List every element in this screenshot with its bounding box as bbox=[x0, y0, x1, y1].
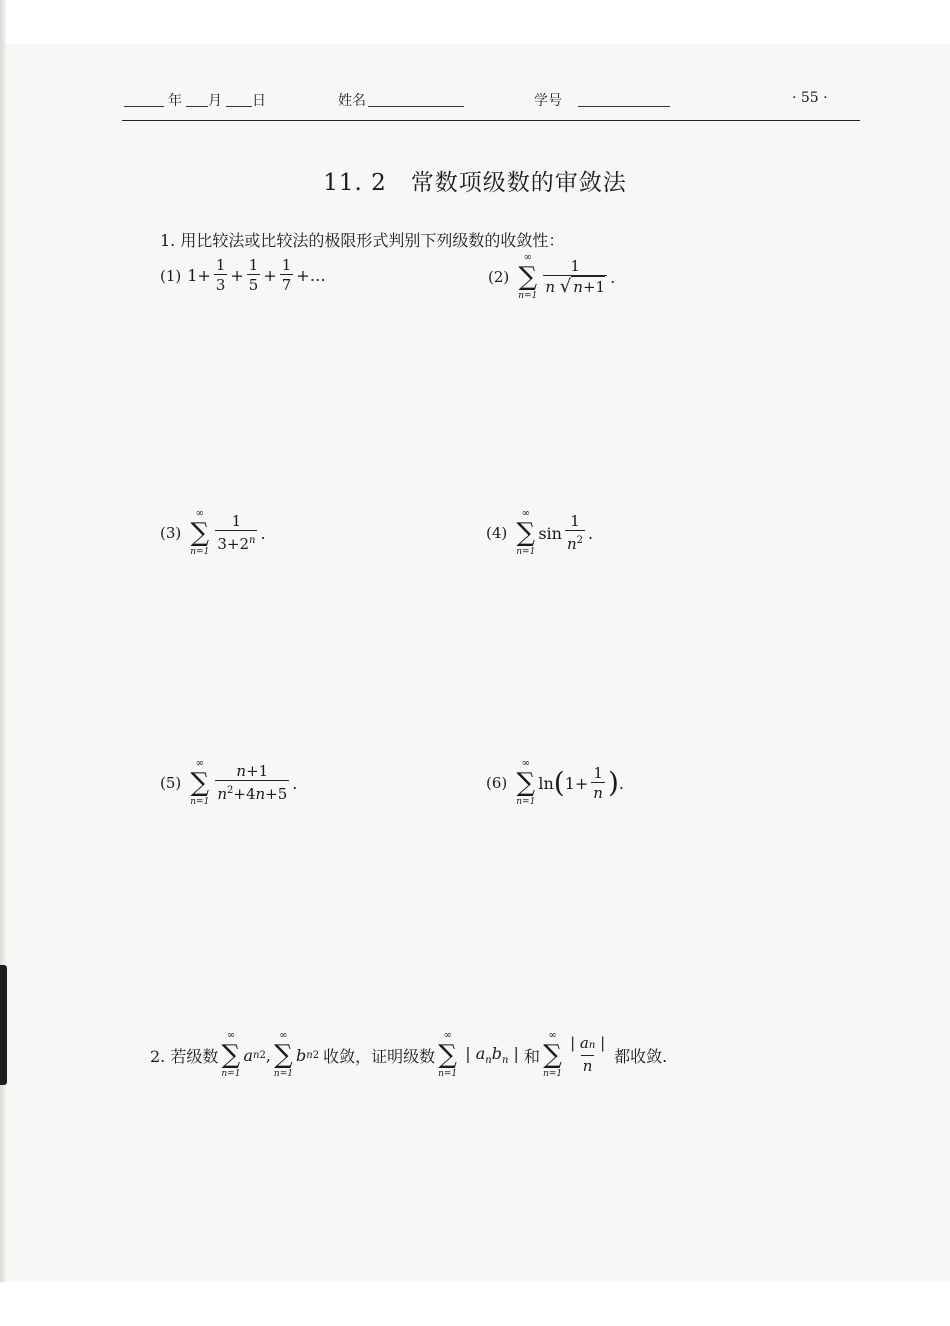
item-label: (2) bbox=[488, 268, 510, 286]
fraction: $\frac{n+1}{n^2+4n+5}$ bbox=[217, 762, 288, 803]
problem1-item-6: (6) ∞ ∑ n=1 ln ( 1+ $\frac{1}{n}$ ) . bbox=[486, 758, 624, 807]
problem1-prompt: 1. 用比较法或比较法的极限形式判别下列级数的收敛性： bbox=[160, 231, 565, 250]
summation-sign: ∞ ∑ n=1 bbox=[438, 1030, 458, 1079]
item-label: (5) bbox=[160, 774, 182, 792]
summation-sign: ∞ ∑ n=1 bbox=[516, 758, 536, 807]
name-blank bbox=[368, 106, 464, 107]
summation-sign: ∞ ∑ n=1 bbox=[190, 508, 210, 557]
problem1-item-2: (2) ∞ ∑ n=1 1 n √ n+1 . bbox=[488, 252, 616, 301]
item-label: (1) bbox=[160, 266, 182, 285]
fraction: $\frac{| an |}{n}$ bbox=[570, 1034, 606, 1075]
month-label: 月 bbox=[208, 93, 222, 109]
scan-left-edge bbox=[0, 0, 6, 1326]
problem1-item-3: (3) ∞ ∑ n=1 $\frac{1}{3+2^n}$ . bbox=[160, 508, 266, 557]
item-label: (3) bbox=[160, 524, 182, 542]
summation-sign: ∞ ∑ n=1 bbox=[543, 1030, 563, 1079]
year-blank bbox=[124, 106, 164, 107]
summation-sign: ∞ ∑ n=1 bbox=[221, 1030, 241, 1079]
scan-top-margin bbox=[0, 0, 950, 44]
page-header bbox=[120, 88, 860, 114]
scan-bottom-margin bbox=[0, 1282, 950, 1326]
fraction: $\frac{1}{5}$ bbox=[248, 256, 259, 294]
fraction: $\frac{1}{3}$ bbox=[215, 256, 226, 294]
fraction: 1 n √ n+1 bbox=[545, 257, 606, 297]
summation-sign: ∞ ∑ n=1 bbox=[190, 758, 210, 807]
problem1-item-1: (1) 1+ $\frac{1}{3}$ + $\frac{1}{5}$ + $\frac{1}{7}$ +… bbox=[160, 256, 326, 294]
item-label: (6) bbox=[486, 774, 508, 792]
student-id-blank bbox=[578, 106, 670, 107]
fraction: $\frac{1}{7}$ bbox=[281, 256, 292, 294]
month-blank bbox=[186, 106, 208, 107]
summation-sign: ∞ ∑ n=1 bbox=[273, 1030, 293, 1079]
item-label: (4) bbox=[486, 524, 508, 542]
student-id-label: 学号 bbox=[534, 93, 562, 109]
year-label: 年 bbox=[168, 93, 182, 109]
day-label: 日 bbox=[252, 93, 266, 109]
problem1-item-4: (4) ∞ ∑ n=1 sin $\frac{1}{n^2}$ . bbox=[486, 508, 594, 557]
section-title: 11. 2 常数项级数的审敛法 bbox=[323, 170, 627, 196]
problem2-middle: 收敛，证明级数 bbox=[323, 1046, 436, 1066]
fraction: $\frac{1}{n}$ bbox=[593, 763, 603, 802]
problem2-and: 和 bbox=[523, 1046, 540, 1066]
name-label: 姓名 bbox=[338, 93, 366, 109]
formula-term: 1+ bbox=[187, 266, 211, 285]
problem2-suffix: 都收敛. bbox=[614, 1046, 668, 1066]
problem2-prefix: 2. 若级数 bbox=[150, 1046, 219, 1066]
fraction: $\frac{1}{n^2}$ bbox=[566, 512, 584, 553]
page-number: · 55 · bbox=[792, 90, 828, 106]
binding-shadow bbox=[0, 965, 7, 1085]
summation-sign: ∞ ∑ n=1 bbox=[516, 508, 536, 557]
day-blank bbox=[226, 106, 252, 107]
problem2: 2. 若级数 ∞ ∑ n=1 a n 2 , ∞ ∑ n=1 b n 2 收敛，证明级数 ∞ ∑ n=1 | $a_nb_n$ | 和 ∞ ∑ n=1 $\frac{| an |}{n}$ 都收敛. bbox=[150, 1030, 668, 1079]
summation-sign: ∞ ∑ n=1 bbox=[518, 252, 538, 301]
header-rule bbox=[122, 120, 860, 121]
problem1-item-5: (5) ∞ ∑ n=1 $\frac{n+1}{n^2+4n+5}$ . bbox=[160, 758, 298, 807]
fraction: $\frac{1}{3+2^n}$ bbox=[217, 512, 256, 553]
